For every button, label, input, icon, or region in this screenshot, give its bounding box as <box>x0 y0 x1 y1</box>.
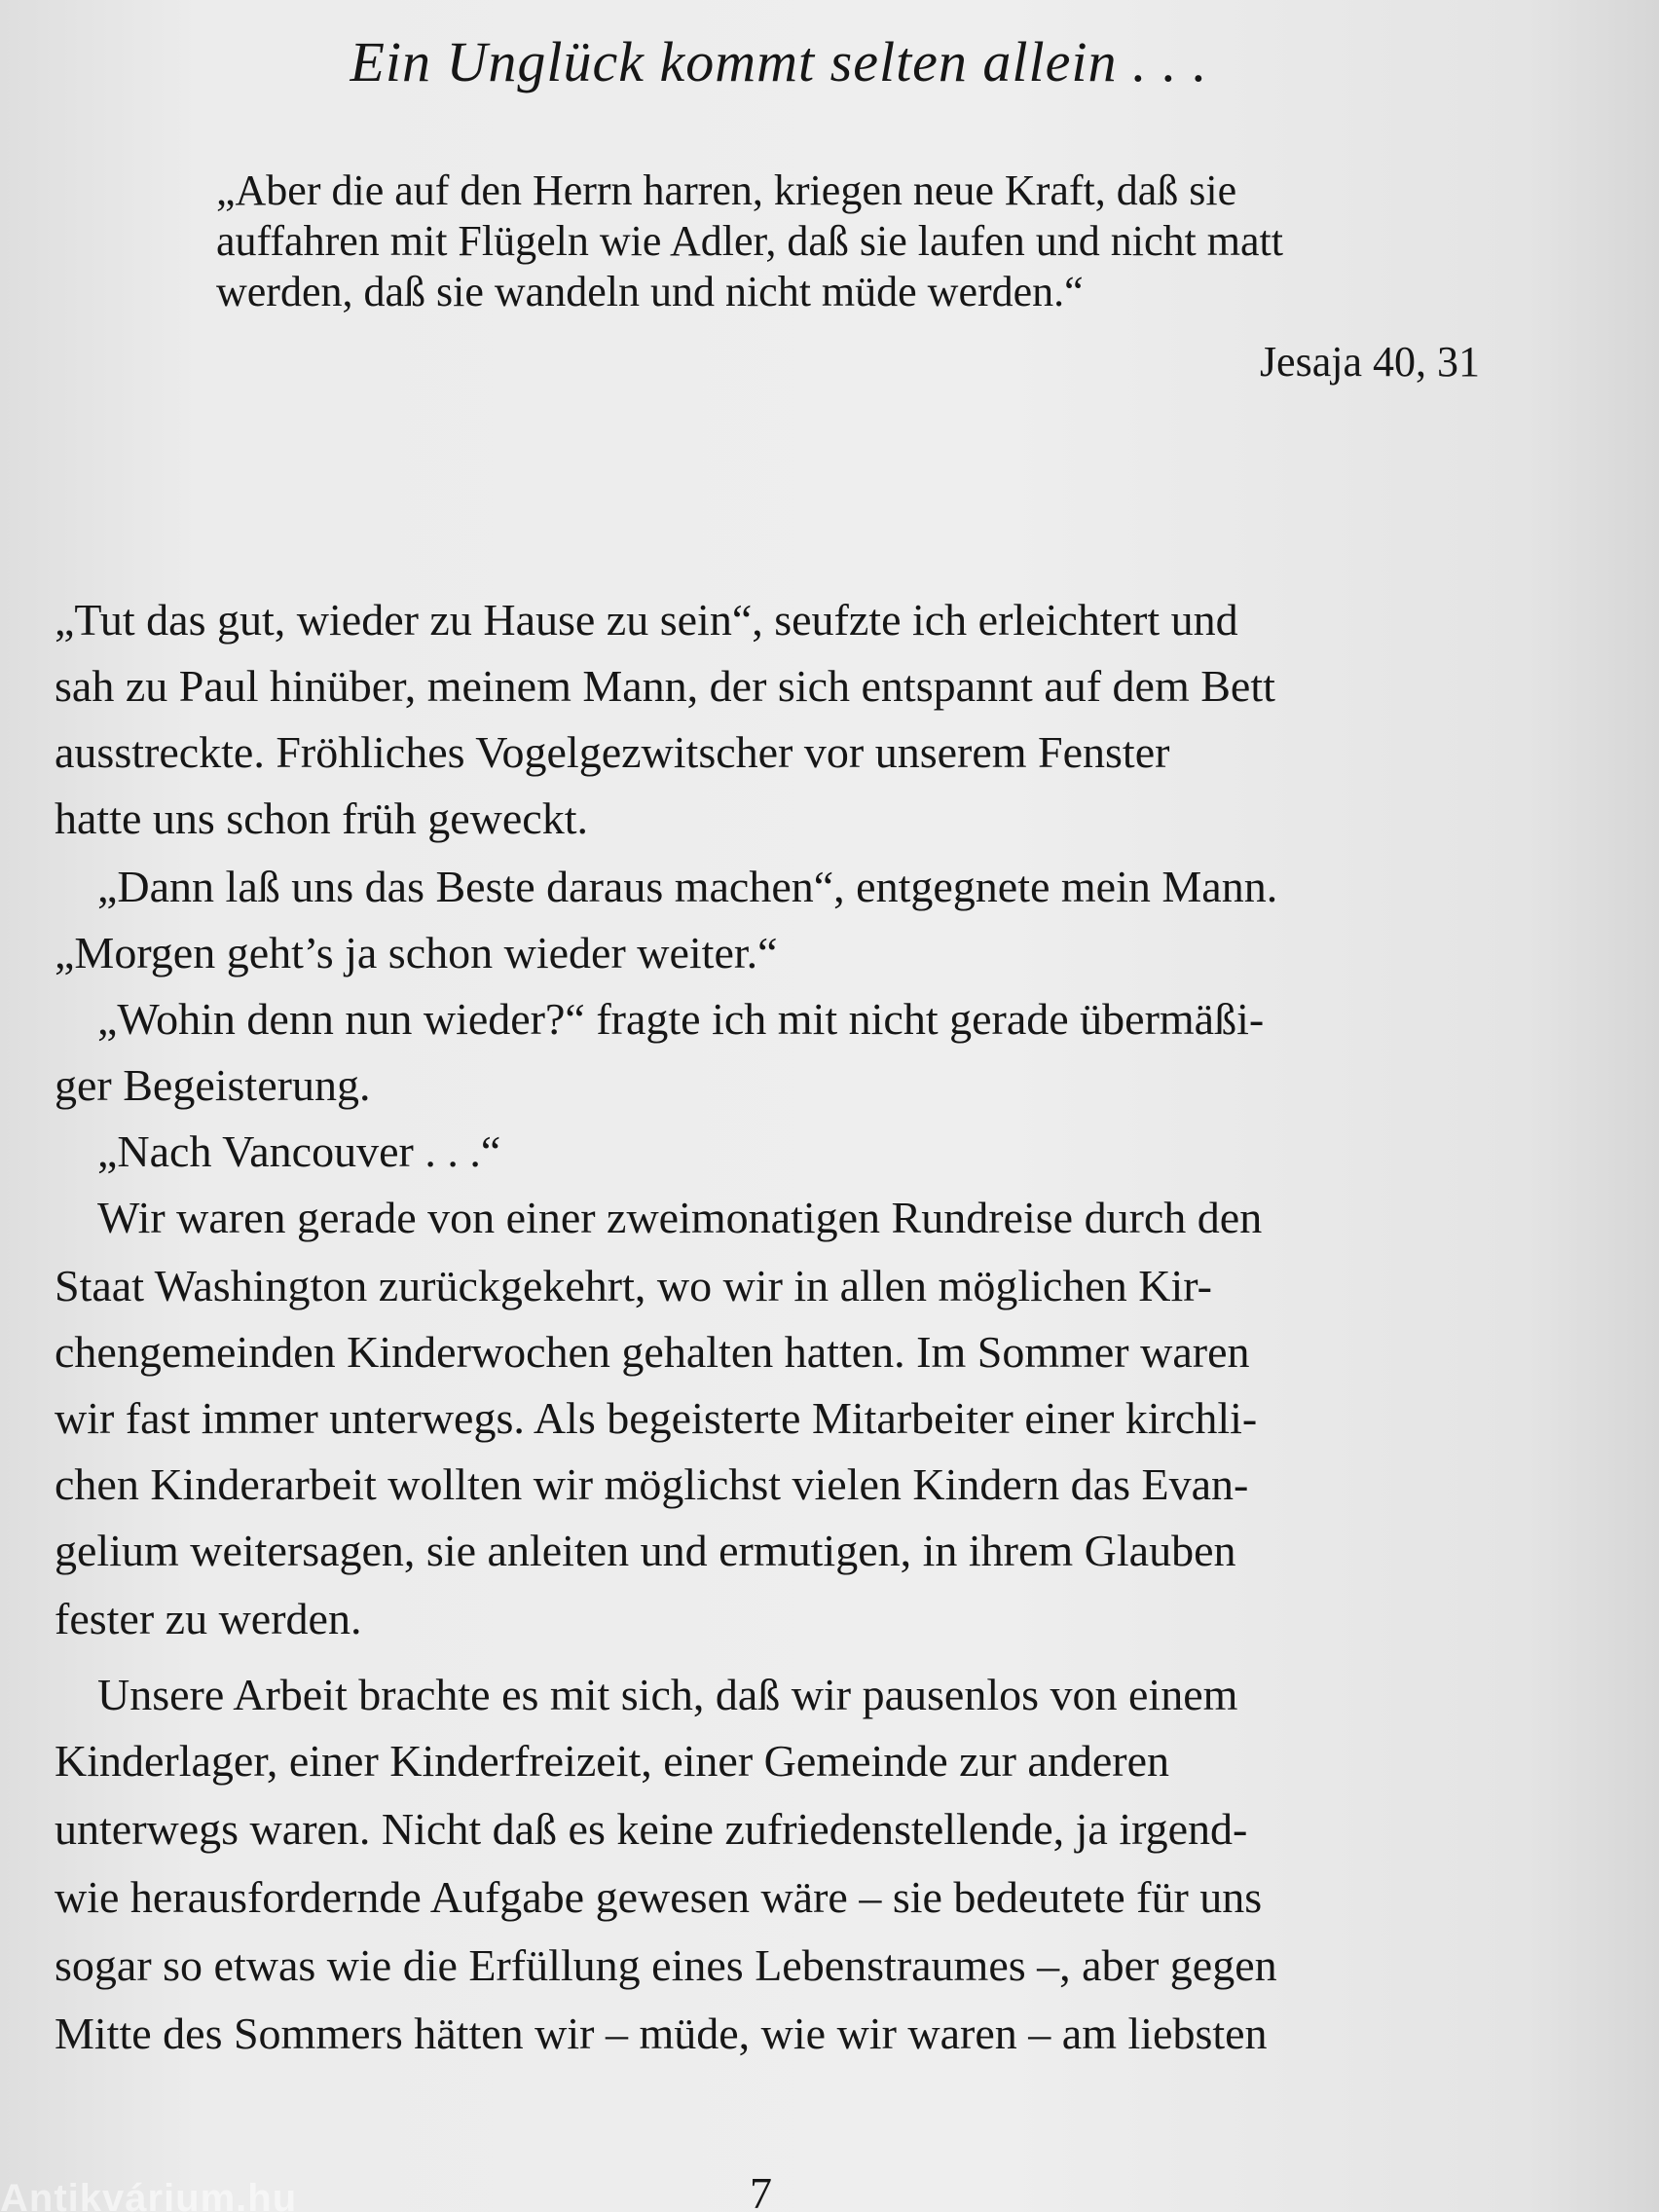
epigraph-line: werden, daß sie wandeln und nicht müde werden.“ <box>216 268 1084 315</box>
text-line: gelium weitersagen, sie anleiten und ermutigen, in ihrem Glauben <box>55 1526 1236 1575</box>
epigraph-line: auffahren mit Flügeln wie Adler, daß sie laufen und nicht matt <box>216 217 1283 265</box>
text-line: fester zu werden. <box>55 1594 362 1643</box>
epigraph-reference: Jesaja 40, 31 <box>1259 338 1480 386</box>
watermark: Antikvárium.hu <box>0 2177 298 2212</box>
text-line: „Dann laß uns das Beste daraus machen“, entgegnete mein Mann. <box>97 862 1278 911</box>
text-line: unterwegs waren. Nicht daß es keine zufriedenstellende, ja irgend- <box>55 1804 1248 1854</box>
text-line: sogar so etwas wie die Erfüllung eines Lebenstraumes –, aber gegen <box>55 1940 1277 1990</box>
text-line: Staat Washington zurückgekehrt, wo wir in allen möglichen Kir- <box>55 1261 1212 1310</box>
text-line: ausstreckte. Fröhliches Vogelgezwitscher vor unserem Fenster <box>55 727 1170 777</box>
text-line: Kinderlager, einer Kinderfreizeit, einer Gemeinde zur anderen <box>55 1736 1169 1786</box>
text-line: „Nach Vancouver . . .“ <box>97 1126 501 1176</box>
text-line: Mitte des Sommers hätten wir – müde, wie wir waren – am liebsten <box>55 2009 1268 2058</box>
text-line: Unsere Arbeit brachte es mit sich, daß wir pausenlos von einem <box>97 1670 1238 1719</box>
text-line: wie herausfordernde Aufgabe gewesen wäre – sie bedeutete für uns <box>55 1872 1263 1922</box>
chapter-title: Ein Unglück kommt selten allein . . . <box>350 30 1208 93</box>
text-line: „Wohin denn nun wieder?“ fragte ich mit nicht gerade übermäßi- <box>97 994 1265 1044</box>
text-line: chen Kinderarbeit wollten wir möglichst vielen Kindern das Evan- <box>55 1459 1249 1509</box>
text-line: ger Begeisterung. <box>55 1060 371 1110</box>
epigraph <box>216 166 1482 386</box>
page-number: 7 <box>750 2168 772 2212</box>
text-line: hatte uns schon früh geweckt. <box>55 793 589 843</box>
text-line: Wir waren gerade von einer zweimonatigen Rundreise durch den <box>97 1193 1263 1242</box>
text-line: „Tut das gut, wieder zu Hause zu sein“, seufzte ich erleichtert und <box>55 595 1238 645</box>
text-line: sah zu Paul hinüber, meinem Mann, der sich entspannt auf dem Bett <box>55 661 1275 711</box>
epigraph-line: „Aber die auf den Herrn harren, kriegen neue Kraft, daß sie <box>216 166 1237 214</box>
text-line: „Morgen geht’s ja schon wieder weiter.“ <box>55 928 778 977</box>
text-line: wir fast immer unterwegs. Als begeisterte Mitarbeiter einer kirchli- <box>55 1393 1258 1443</box>
text-line: chengemeinden Kinderwochen gehalten hatten. Im Sommer waren <box>55 1327 1250 1377</box>
